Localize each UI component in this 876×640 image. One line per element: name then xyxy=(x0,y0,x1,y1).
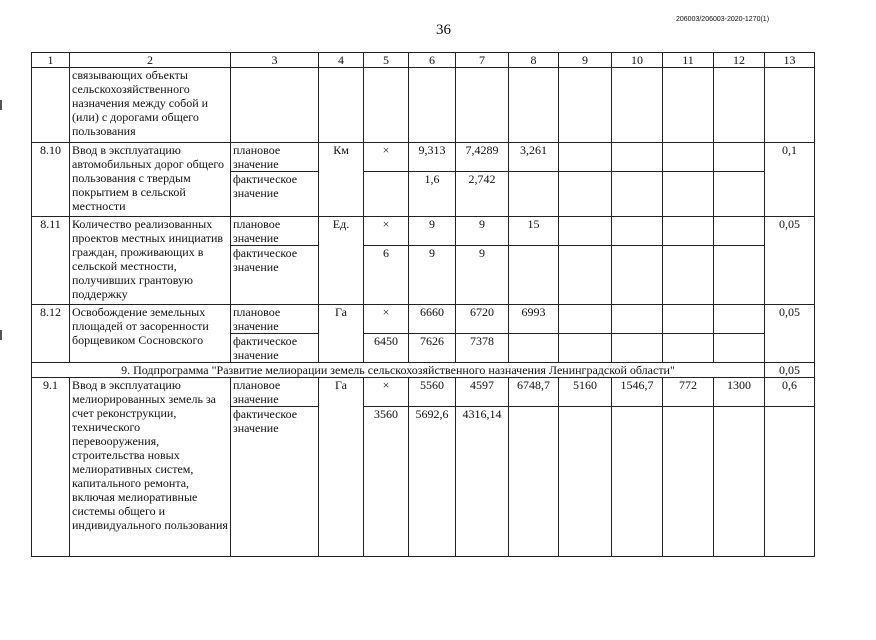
value-cell: 3560 xyxy=(364,407,409,557)
value-type-label: плановое значение xyxy=(231,217,319,246)
row-number: 8.12 xyxy=(32,305,70,363)
indicator-name: Ввод в эксплуатацию автомобильных дорог общего пользования с твердым покрытием в сельской местности xyxy=(70,143,231,217)
column-number: 5 xyxy=(364,53,409,68)
weight-cell: 0,05 xyxy=(765,305,815,363)
row-number: 8.10 xyxy=(32,143,70,217)
indicator-name: Освобождение земельных площадей от засоренности борщевиком Сосновского xyxy=(70,305,231,363)
indicator-name: Ввод в эксплуатацию мелиорированных земель за счет реконструкции, технического перевооружения, строительства новых мелиоративных систем, капитального ремонта, включая мелиоративные системы общего и индивидуального пользования xyxy=(70,378,231,557)
unit-cell: Га xyxy=(319,305,364,363)
value-cell xyxy=(509,334,559,363)
value-cell: 9 xyxy=(456,246,509,305)
indicator-name: Количество реализованных проектов местных инициатив граждан, проживающих в сельской местности, получивших грантовую поддержку xyxy=(70,217,231,305)
column-number: 11 xyxy=(663,53,714,68)
unit-cell: Км xyxy=(319,143,364,217)
value-cell: 6720 xyxy=(456,305,509,334)
value-cell xyxy=(714,217,765,246)
value-cell xyxy=(714,172,765,217)
value-cell: 9 xyxy=(409,217,456,246)
value-cell xyxy=(612,334,663,363)
table-row xyxy=(32,305,815,334)
value-cell: 5560 xyxy=(409,378,456,407)
value-cell: 3,261 xyxy=(509,143,559,172)
column-number: 4 xyxy=(319,53,364,68)
value-cell: 1546,7 xyxy=(612,378,663,407)
column-number: 7 xyxy=(456,53,509,68)
value-cell: 6993 xyxy=(509,305,559,334)
value-cell xyxy=(612,246,663,305)
unit-cell: Га xyxy=(319,378,364,557)
value-cell xyxy=(559,143,612,172)
value-cell xyxy=(663,334,714,363)
value-type-label: фактическое значение xyxy=(231,172,319,217)
page-number: 36 xyxy=(436,22,451,38)
value-cell: 5160 xyxy=(559,378,612,407)
column-number: 12 xyxy=(714,53,765,68)
value-cell xyxy=(612,172,663,217)
indicators-table xyxy=(31,52,815,557)
value-cell: 2,742 xyxy=(456,172,509,217)
column-number: 10 xyxy=(612,53,663,68)
value-cell xyxy=(559,334,612,363)
value-type-label: фактическое значение xyxy=(231,407,319,557)
value-cell: 6748,7 xyxy=(509,378,559,407)
value-cell: 9,313 xyxy=(409,143,456,172)
value-cell xyxy=(559,172,612,217)
value-cell xyxy=(663,143,714,172)
value-cell: 5692,6 xyxy=(409,407,456,557)
table-row xyxy=(32,143,815,172)
value-type-label: плановое значение xyxy=(231,378,319,407)
table-row xyxy=(32,217,815,246)
value-cell: 9 xyxy=(409,246,456,305)
margin-mark xyxy=(0,330,2,340)
row-number: 9.1 xyxy=(32,378,70,557)
column-number: 9 xyxy=(559,53,612,68)
value-cell: 7626 xyxy=(409,334,456,363)
value-cell xyxy=(765,407,815,557)
weight-cell: 0,05 xyxy=(765,363,815,378)
value-cell xyxy=(714,334,765,363)
continuation-row xyxy=(32,68,815,143)
document-code: 206003/206003-2020-1270(1) xyxy=(676,16,770,23)
value-cell xyxy=(612,143,663,172)
value-cell xyxy=(714,246,765,305)
column-number: 1 xyxy=(32,53,70,68)
value-cell: 7,4289 xyxy=(456,143,509,172)
value-cell: 7378 xyxy=(456,334,509,363)
value-cell: 1,6 xyxy=(409,172,456,217)
value-cell xyxy=(612,217,663,246)
value-cell: × xyxy=(364,217,409,246)
value-type-label: фактическое значение xyxy=(231,246,319,305)
value-cell: 4597 xyxy=(456,378,509,407)
column-number: 13 xyxy=(765,53,815,68)
value-cell xyxy=(559,407,612,557)
value-cell: 6450 xyxy=(364,334,409,363)
value-cell: × xyxy=(364,143,409,172)
value-cell xyxy=(714,305,765,334)
value-cell xyxy=(509,407,559,557)
value-cell: × xyxy=(364,378,409,407)
value-type-label: фактическое значение xyxy=(231,334,319,363)
value-cell xyxy=(509,246,559,305)
value-cell: 4316,14 xyxy=(456,407,509,557)
value-cell: 772 xyxy=(663,378,714,407)
value-cell xyxy=(663,172,714,217)
value-cell xyxy=(559,246,612,305)
value-cell: × xyxy=(364,305,409,334)
section-title: 9. Подпрограмма "Развитие мелиорации земель сельскохозяйственного назначения Ленинградской области" xyxy=(32,363,765,378)
section-row xyxy=(32,363,815,378)
column-number: 2 xyxy=(70,53,231,68)
value-cell xyxy=(612,407,663,557)
weight-cell: 0,05 xyxy=(765,217,815,305)
value-cell: 6660 xyxy=(409,305,456,334)
column-number: 3 xyxy=(231,53,319,68)
weight-cell: 0,6 xyxy=(765,378,815,407)
value-cell: 15 xyxy=(509,217,559,246)
value-cell xyxy=(509,172,559,217)
value-cell: 1300 xyxy=(714,378,765,407)
indicator-name: связывающих объекты сельскохозяйственного назначения между собой и (или) с дорогами общего пользования xyxy=(70,68,231,143)
value-cell: 9 xyxy=(456,217,509,246)
column-number: 6 xyxy=(409,53,456,68)
value-cell xyxy=(559,305,612,334)
value-cell xyxy=(663,217,714,246)
margin-mark xyxy=(0,100,2,110)
value-cell xyxy=(714,407,765,557)
value-cell xyxy=(612,305,663,334)
value-type-label: плановое значение xyxy=(231,143,319,172)
weight-cell: 0,1 xyxy=(765,143,815,217)
value-type-label: плановое значение xyxy=(231,305,319,334)
value-cell xyxy=(663,305,714,334)
column-numbers-row xyxy=(32,53,815,68)
value-cell xyxy=(364,172,409,217)
unit-cell: Ед. xyxy=(319,217,364,305)
value-cell xyxy=(559,217,612,246)
value-cell xyxy=(714,143,765,172)
value-cell xyxy=(663,407,714,557)
column-number: 8 xyxy=(509,53,559,68)
value-cell xyxy=(663,246,714,305)
table-row xyxy=(32,378,815,407)
row-number: 8.11 xyxy=(32,217,70,305)
value-cell: 6 xyxy=(364,246,409,305)
